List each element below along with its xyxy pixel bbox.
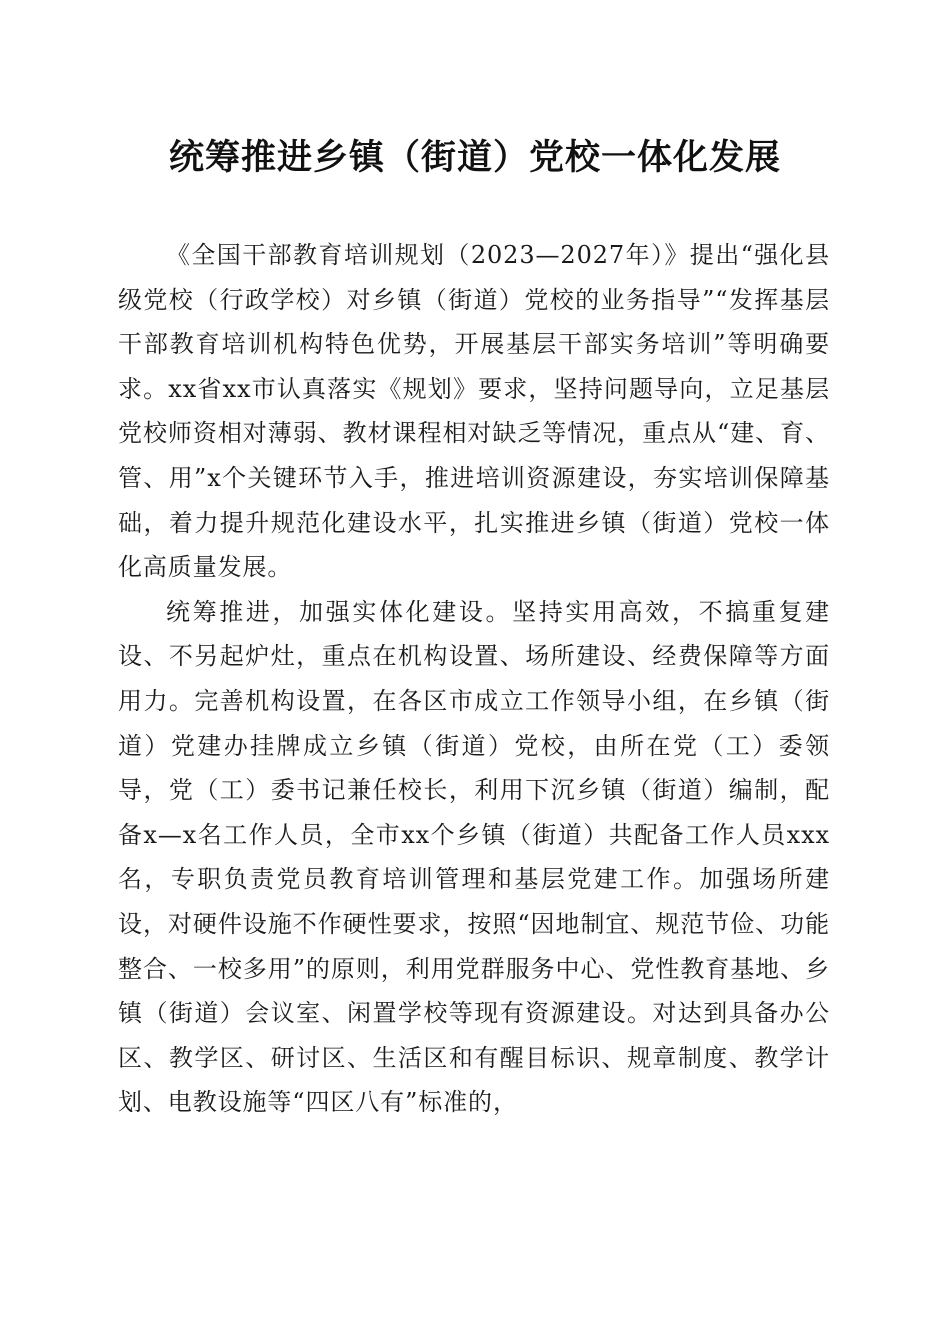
document-body [118, 233, 830, 1125]
body-paragraph: 统筹推进，加强实体化建设。坚持实用高效，不搞重复建设、不另起炉灶，重点在机构设置、场所建设、经费保障等方面用力。完善机构设置，在各区市成立工作领导小组，在乡镇（街道）党建办挂牌成立乡镇（街道）党校，由所在党（工）委领导，党（工）委书记兼任校长，利用下沉乡镇（街道）编制，配备x—x名工作人员，全市xx个乡镇（街道）共配备工作人员xxx名，专职负责党员教育培训管理和基层党建工作。加强场所建设，对硬件设施不作硬性要求，按照“因地制宜、规范节俭、功能整合、一校多用”的原则，利用党群服务中心、党性教育基地、乡镇（街道）会议室、闲置学校等现有资源建设。对达到具备办公区、教学区、研讨区、生活区和有醒目标识、规章制度、教学计划、电教设施等“四区八有”标准的， [118, 597, 830, 1117]
page-title: 统筹推进乡镇（街道）党校一体化发展 [168, 137, 781, 178]
body-paragraph: 《全国干部教育培训规划（2023—2027年）》提出“强化县级党校（行政学校）对乡镇（街道）党校的业务指导”“发挥基层干部教育培训机构特色优势，开展基层干部实务培训”等明确要求。xx省xx市认真落实《规划》要求，坚持问题导向，立足基层党校师资相对薄弱、教材课程相对缺乏等情况，重点从“建、育、管、用”x个关键环节入手，推进培训资源建设，夯实培训保障基础，着力提升规范化建设水平，扎实推进乡镇（街道）党校一体化高质量发展。 [118, 241, 830, 582]
